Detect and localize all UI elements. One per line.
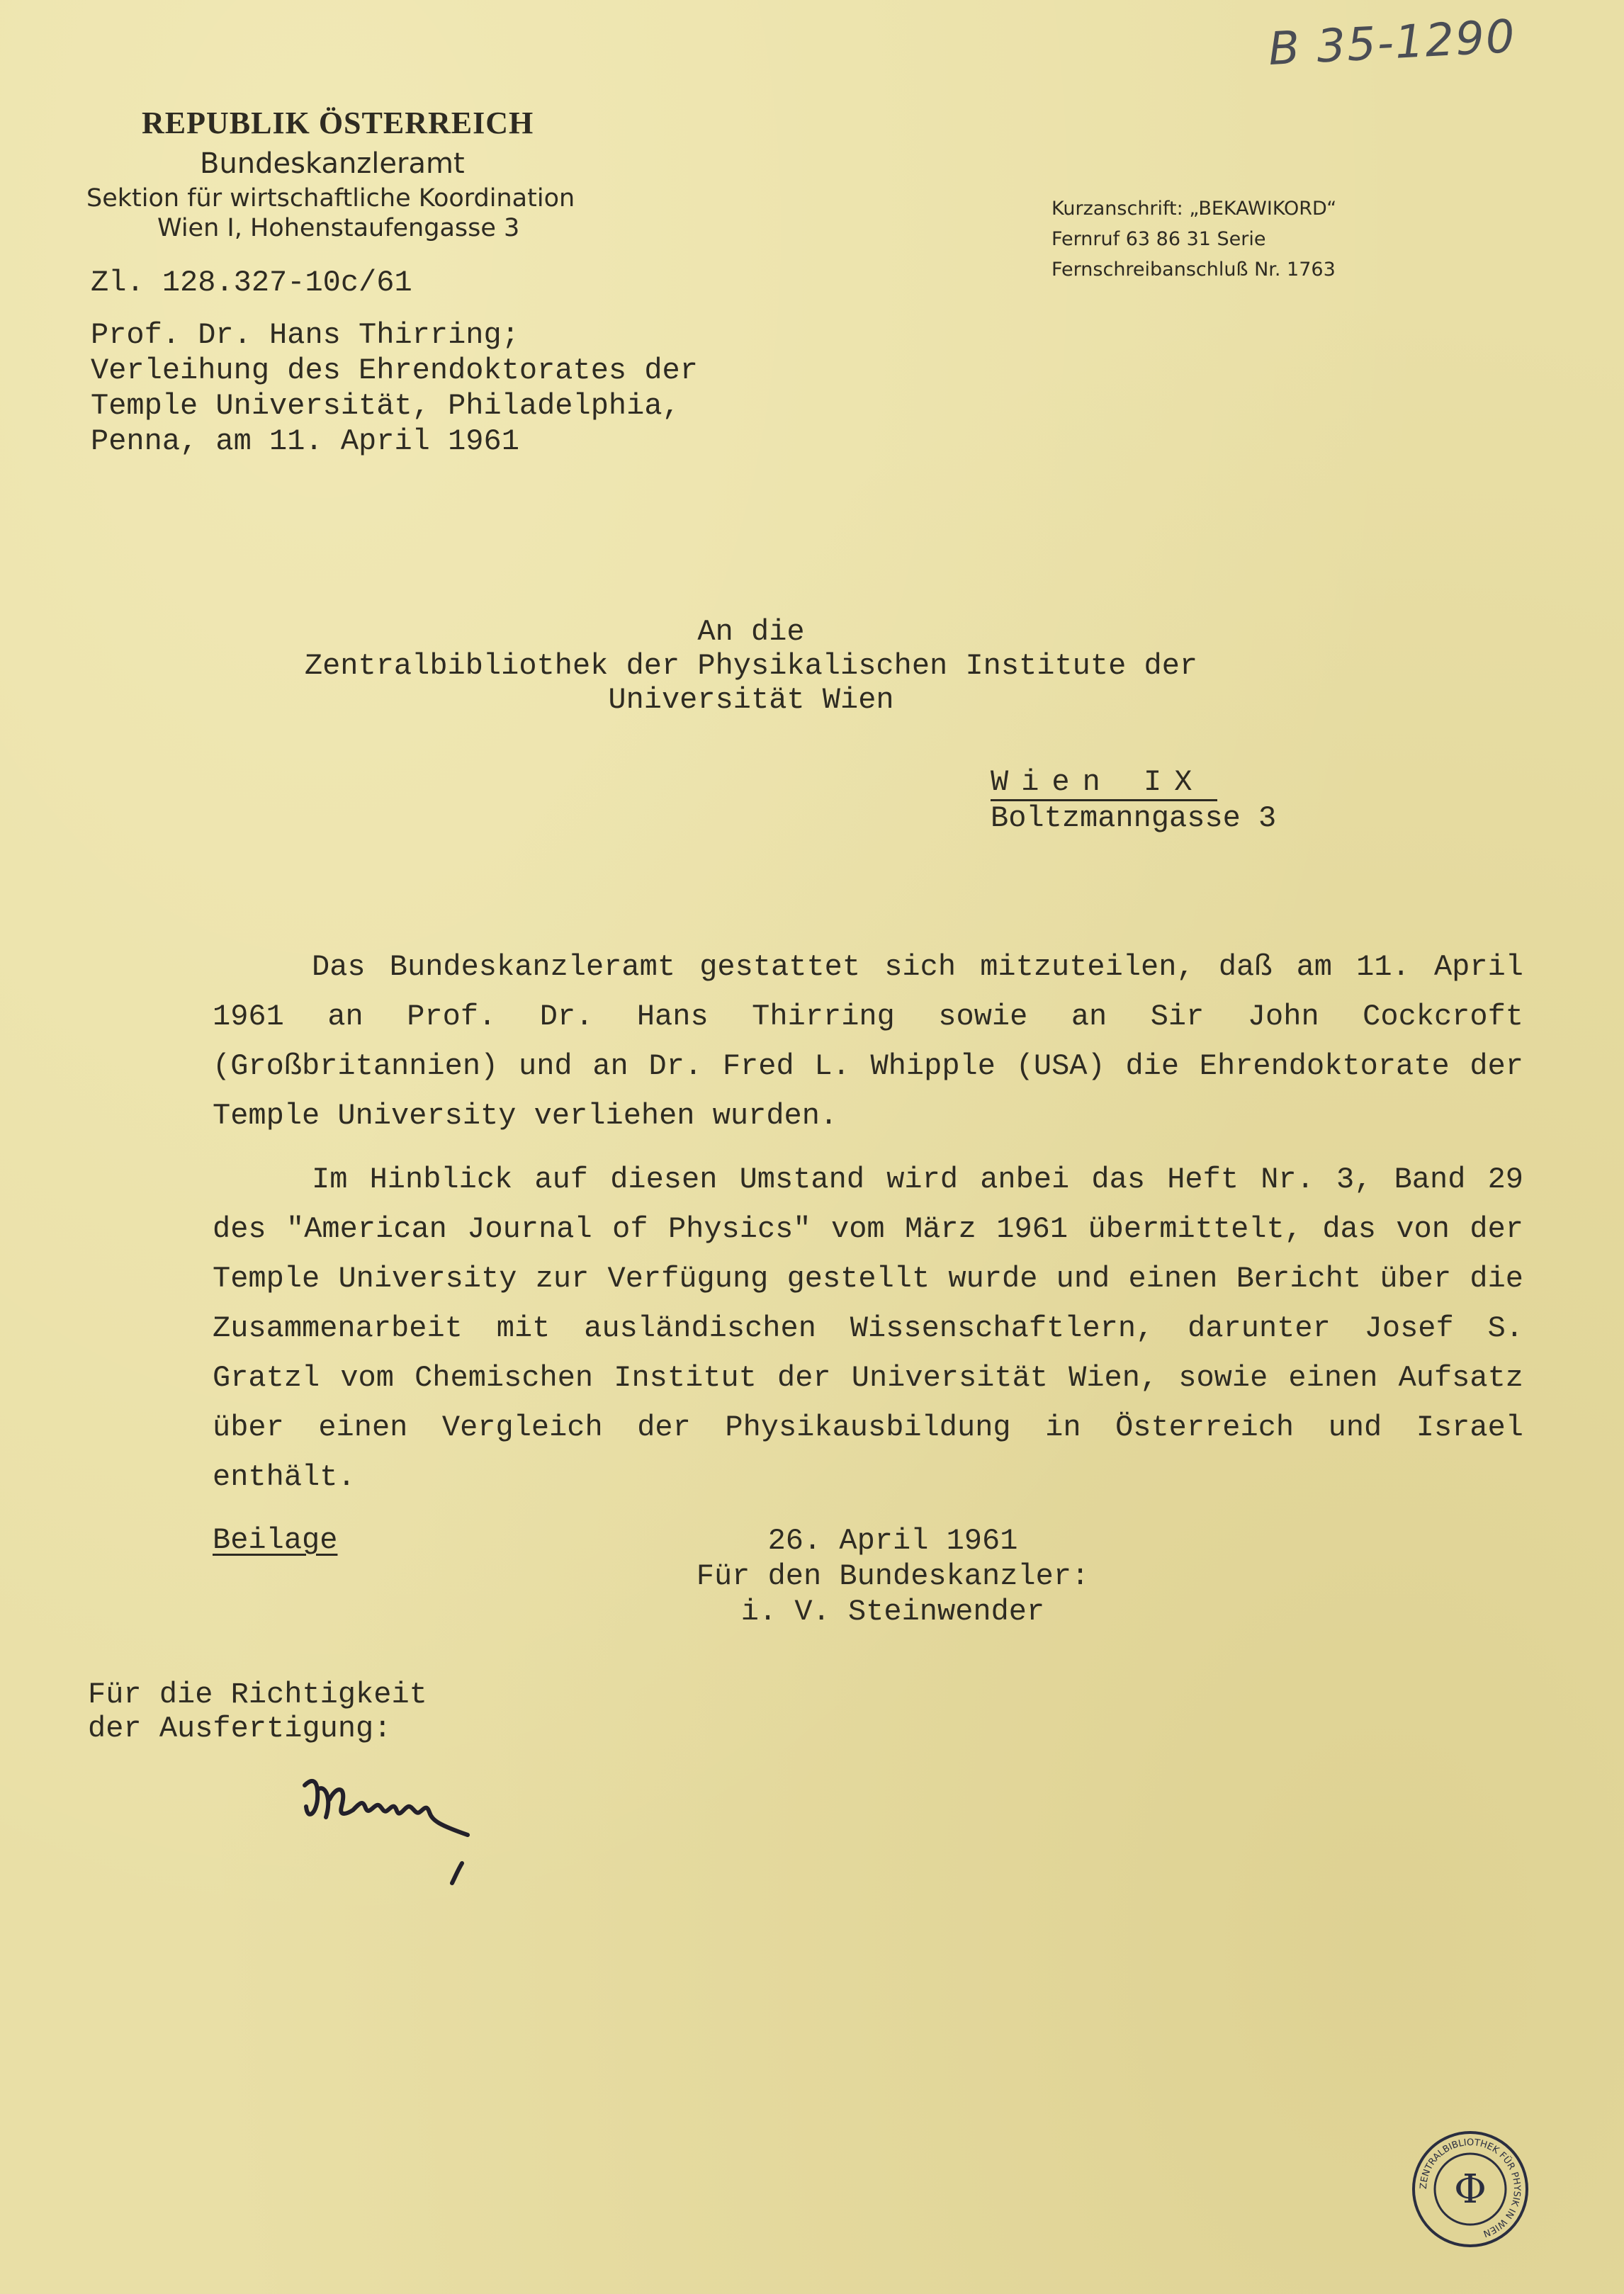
signature-block (609, 1523, 1176, 1629)
subject-line: Verleihung des Ehrendoktorates der (91, 354, 698, 388)
enclosure-label: Beilage (213, 1523, 338, 1557)
addressee-line: An die (697, 615, 805, 649)
subject-block (91, 317, 698, 459)
address-city: Wien IX (991, 765, 1217, 801)
signatory-name: i. V. Steinwender (740, 1595, 1045, 1629)
signature-for: Für den Bundeskanzler: (696, 1559, 1090, 1593)
letter-date: 26. April 1961 (767, 1524, 1018, 1558)
contact-telex: Fernschreibanschluß Nr. 1763 (1051, 259, 1336, 281)
subject-line: Penna, am 11. April 1961 (91, 424, 519, 458)
address-block (991, 765, 1276, 835)
subject-line: Prof. Dr. Hans Thirring; (91, 318, 519, 352)
paragraph-text: Das Bundeskanzleramt gestattet sich mitzuteilen, daß am 11. April 1961 an Prof. Dr. Hans Thirring sowie an Sir John Cockcroft (Großbritannien) und an Dr. Fred L. Whipple (USA) die Ehrendoktorate der Temple University verliehen wurden. (213, 950, 1523, 1133)
letterhead-office: Bundeskanzleramt (200, 147, 465, 180)
addressee-line: Zentralbibliothek der Physikalischen Institute der (304, 649, 1198, 683)
reference-number: Zl. 128.327-10c/61 (91, 266, 412, 300)
addressee-block (213, 615, 1290, 717)
body-paragraph-1 (213, 942, 1523, 1141)
certification-line: Für die Richtigkeit (88, 1678, 427, 1712)
certification-block (88, 1678, 427, 1746)
handwritten-signature (298, 1757, 510, 1899)
letterhead-address: Wien I, Hohenstaufengasse 3 (157, 214, 520, 242)
contact-block (1051, 193, 1336, 285)
contact-telegram: Kurzanschrift: „BEKAWIKORD“ (1051, 198, 1337, 220)
certification-line: der Ausfertigung: (88, 1712, 392, 1746)
archive-number: B 35-1290 (1267, 10, 1518, 77)
paragraph-text: Im Hinblick auf diesen Umstand wird anbei das Heft Nr. 3, Band 29 des "American Journal of Physics" vom März 1961 übermittelt, das von der Temple University zur Verfügung gestellt wurde und einen Bericht über die Zusammenarbeit mit ausländischen Wissenschaftlern, darunter Josef S. Gratzl vom Chemischen Institut der Universität Wien, sowie einen Aufsatz über einen Vergleich der Physikausbildung in Österreich und Israel enthält. (213, 1163, 1523, 1494)
addressee-line: Universität Wien (608, 683, 894, 717)
subject-line: Temple Universität, Philadelphia, (91, 389, 680, 423)
letterhead-country: REPUBLIK ÖSTERREICH (142, 106, 534, 140)
contact-phone: Fernruf 63 86 31 Serie (1051, 228, 1266, 250)
stamp-text: ZENTRALBIBLIOTHEK FÜR PHYSIK IN WIEN (1418, 2137, 1523, 2239)
body-paragraph-2 (213, 1155, 1523, 1502)
phi-symbol-icon: Φ (1454, 2166, 1487, 2213)
library-stamp (1410, 2129, 1530, 2249)
letterhead-section: Sektion für wirtschaftliche Koordination (86, 184, 575, 213)
address-street: Boltzmanngasse 3 (991, 801, 1277, 835)
